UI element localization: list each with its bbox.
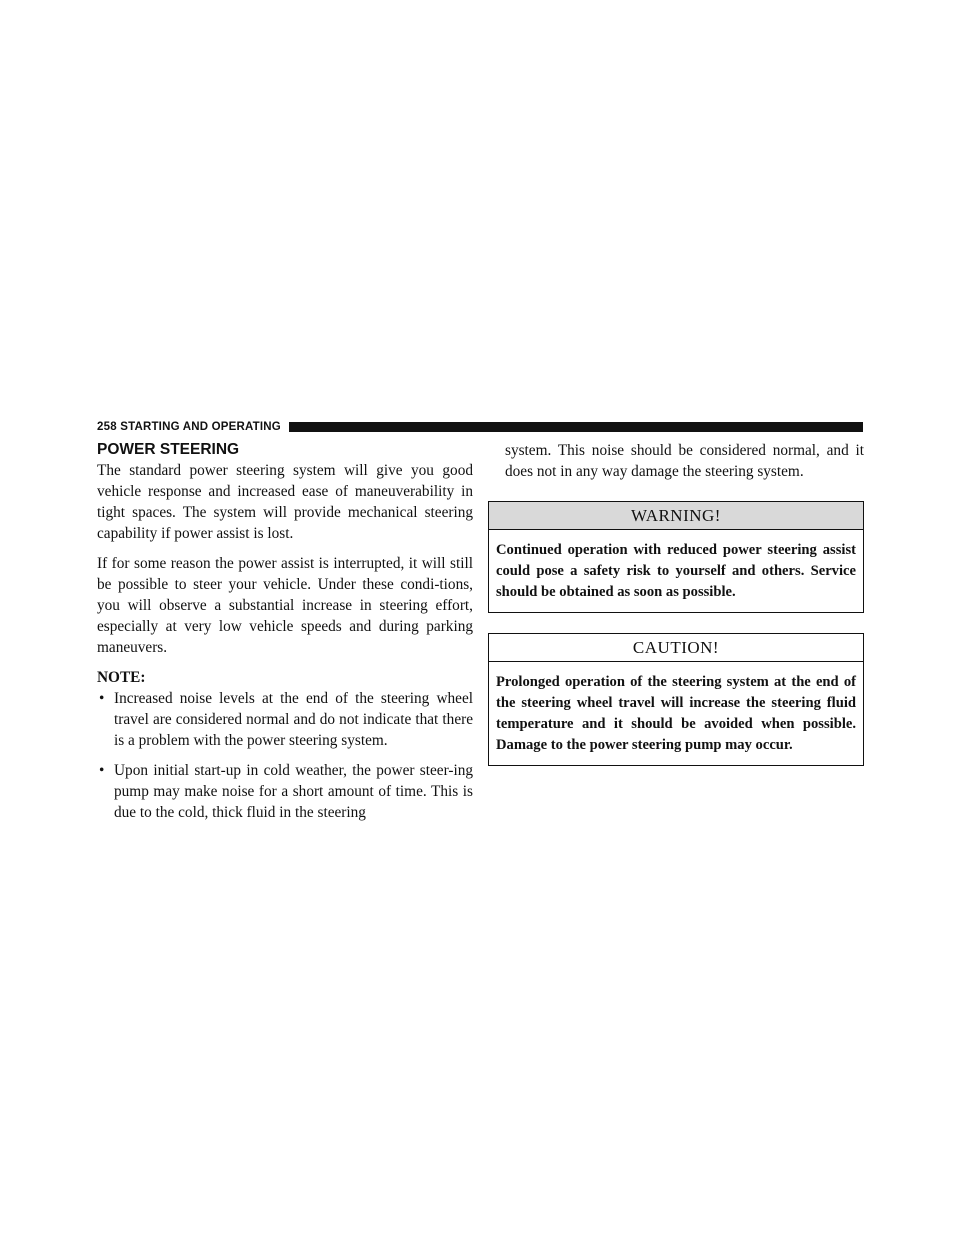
caution-text: Prolonged operation of the steering system at the end of the steering wheel travel will increase the steering fluid temperature and it should be avoided when possible. Damage to the power steering pump may occur. xyxy=(496,674,856,753)
bullet-text: Increased noise levels at the end of the steering wheel travel are considered normal and do not indicate that there is a problem with the power steering system. xyxy=(114,690,473,749)
warning-title: WARNING! xyxy=(489,502,863,530)
bullet-icon: • xyxy=(99,690,105,707)
bullet-icon: • xyxy=(99,762,105,779)
section-name: STARTING AND OPERATING xyxy=(120,421,281,433)
warning-text: Continued operation with reduced power steering assist could pose a safety risk to yourself and others. Service should be obtained as soon as possible. xyxy=(496,542,856,600)
left-column xyxy=(97,440,473,832)
section-title: POWER STEERING xyxy=(97,441,240,458)
note-label: NOTE: xyxy=(97,669,146,686)
page-number: 258 xyxy=(97,421,117,433)
caution-box xyxy=(488,633,864,766)
header-label xyxy=(97,421,289,433)
paragraph-2: If for some reason the power assist is interrupted, it will still be possible to steer your vehicle. Under these condi-tions, you will observe a substantial increase in steering effort, especially at very low vehicle speeds and during parking maneuvers. xyxy=(97,555,473,656)
right-column xyxy=(488,440,864,766)
note-bullet-2 xyxy=(97,760,473,823)
paragraph-1: The standard power steering system will give you good vehicle response and increased ease of maneuverability in tight spaces. The system will provide mechanical steering capability if power assist is lost. xyxy=(97,462,473,542)
header-rule xyxy=(289,422,863,432)
bullet-continuation: system. This noise should be considered normal, and it does not in any way damage the steering system. xyxy=(505,442,864,480)
caution-title: CAUTION! xyxy=(489,634,863,662)
warning-box xyxy=(488,501,864,613)
note-bullet-1 xyxy=(97,688,473,751)
page-header xyxy=(97,420,863,434)
bullet-text: Upon initial start-up in cold weather, the power steer-ing pump may make noise for a short amount of time. This is due to the cold, thick fluid in the steering xyxy=(114,762,473,821)
